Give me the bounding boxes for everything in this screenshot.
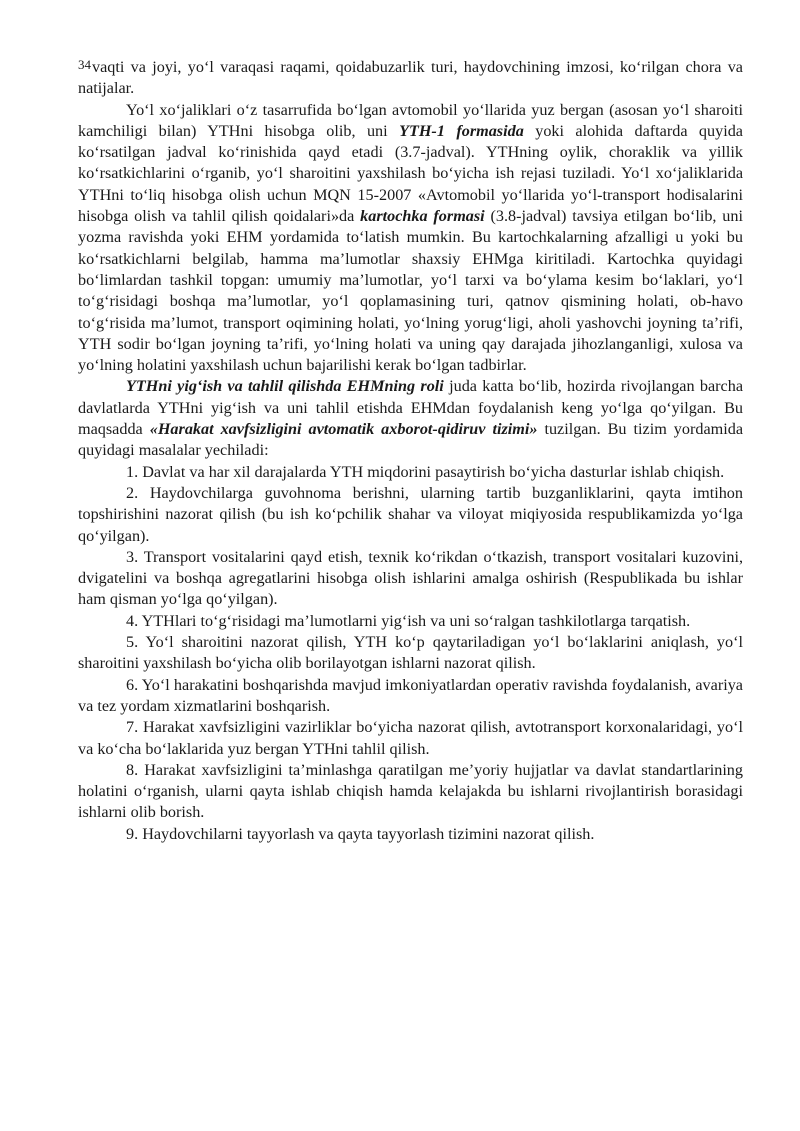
list-item: 7. Harakat xavfsizligini vazirliklar bo‘yicha nazorat qilish, avtotransport korxonalaridagi, yo‘l va ko‘cha bo‘laklarida yuz bergan YTHni tahlil qilish. [78,718,743,758]
text-run: tuzilgan. Bu tizim yordamida quyidagi masalalar yechiladi: [78,420,743,460]
list-item: 9. Haydovchilarni tayyorlash va qayta tayyorlash tizimini nazorat qilish. [126,824,595,843]
emphasis-system-name: «Harakat xavfsizligini avtomatik axborot-qidiruv tizimi» [149,420,538,439]
list-item: 3. Transport vositalarini qayd etish, texnik ko‘rikdan o‘tkazish, transport vositalari kuzovini, dvigatelini va boshqa agregatlarini hisobga olish ishlarini amalga oshirish (Respublikada bu ishlar ham qisman yo‘lga qo‘yilgan). [78,547,743,609]
text-run: Yo‘l xo‘jaliklari o‘z tasarrufida bo‘lgan avtomobil yo‘llarida yuz bergan (asosan yo‘l sharoiti kamchiligi bilan) YTHni hisobga olib, uni [78,100,743,140]
text-run: yoki alohida daftarda quyida ko‘rsatilgan jadval ko‘rinishida qayd etadi (3.7-jadval). YTHning oylik, choraklik va yillik ko‘rsatkichlarini o‘rganib, yo‘l sharoitini yaxshilash bo‘yicha ish rejasi tuziladi. Yo‘l xo‘jaliklarida YTHni to‘liq hisobga olish uchun MQN 15-2007 «Avtomobil yo‘llarida yo‘l-transport hodisalarini hisobga olish va tahlil qilish qoidalari»da [78,121,743,226]
list-item: 2. Haydovchilarga guvohnoma berishni, ularning tartib buzganliklarini, qayta imtihon topshirishini nazorat qilish (bu ish ko‘pchilik shahar va viloyat miqiyosida respublikamizda yo‘lga qo‘yilgan). [78,483,743,545]
text-run: juda katta bo‘lib, hozirda rivojlangan barcha davlatlarda YTHni yig‘ish va uni tahlil etishda EHMdan foydalanish keng yo‘lga qo‘yilgan. Bu maqsadda [78,377,744,439]
emphasis-yth1-form: YTH-1 formasida [399,121,524,140]
list-item: 8. Harakat xavfsizligini ta’minlashga qaratilgan me’yoriy hujjatlar va davlat standartlarining holatini o‘rganish, ularni qayta ishlab chiqish hamda kelajakda bu ishlarni rivojlantirish borasidagi ishlarni olib borish. [78,760,743,822]
paragraph-road-accounting [78,100,743,377]
text-run: (3.8-jadval) tavsiya etilgan bo‘lib, uni yozma ravishda yoki EHM yordamida to‘latish mumkin. Bu kartochkalarning afzalligi u yoki bu ko‘rsatkichlarni belgilab, hamma ma’lumotlar shaxsiy EHMga kiritiladi. Kartochka quyidagi bo‘limlardan tashkil topgan: umumiy ma’lumotlar, yo‘l tarxi va bo‘ylama kesim bo‘laklari, yo‘l to‘g‘risidagi boshqa ma’lumotlar, yo‘l qoplamasining turi, qatnov qismining holati, ob-havo to‘g‘risida ma’lumot, transport oqimining holati, yo‘lning yorug‘ligi, aholi yashovchi joyning ta’rifi, YTH sodir bo‘lgan joyning ta’rifi, yo‘lning holati va uning qay darajada jihozlanganligi, xulosa va yo‘lning holatini yaxshilash uchun bajarilishi kerak bo‘lgan tadbirlar. [78,207,743,375]
emphasis-computer-role: YTHni yig‘ish va tahlil qilishda EHMning roli [126,377,444,396]
paragraph-computer-role [78,376,743,461]
list-item: 5. Yo‘l sharoitini nazorat qilish, YTH ko‘p qaytariladigan yo‘l bo‘laklarini aniqlash, yo‘l sharoitini yaxshilash bo‘yicha olib borilayotgan ishlarni nazorat qilish. [78,633,743,673]
list-item: 6. Yo‘l harakatini boshqarishda mavjud imkoniyatlardan operativ ravishda foydalanish, avariya va tez yordam xizmatlarini boshqarish. [78,675,743,715]
list-item: 1. Davlat va har xil darajalarda YTH miqdorini pasaytirish bo‘yicha dasturlar ishlab chiqish. [126,462,725,481]
paragraph-continuation: vaqti va joyi, yo‘l varaqasi raqami, qoidabuzarlik turi, haydovchining imzosi, ko‘rilgan chora va natijalar. [78,58,743,98]
page-number: 34 [78,57,91,72]
list-item: 4. YTHlari to‘g‘risidagi ma’lumotlarni yig‘ish va uni so‘ralgan tashkilotlarga tarqatish. [126,611,691,630]
emphasis-card-form: kartochka formasi [360,207,485,226]
